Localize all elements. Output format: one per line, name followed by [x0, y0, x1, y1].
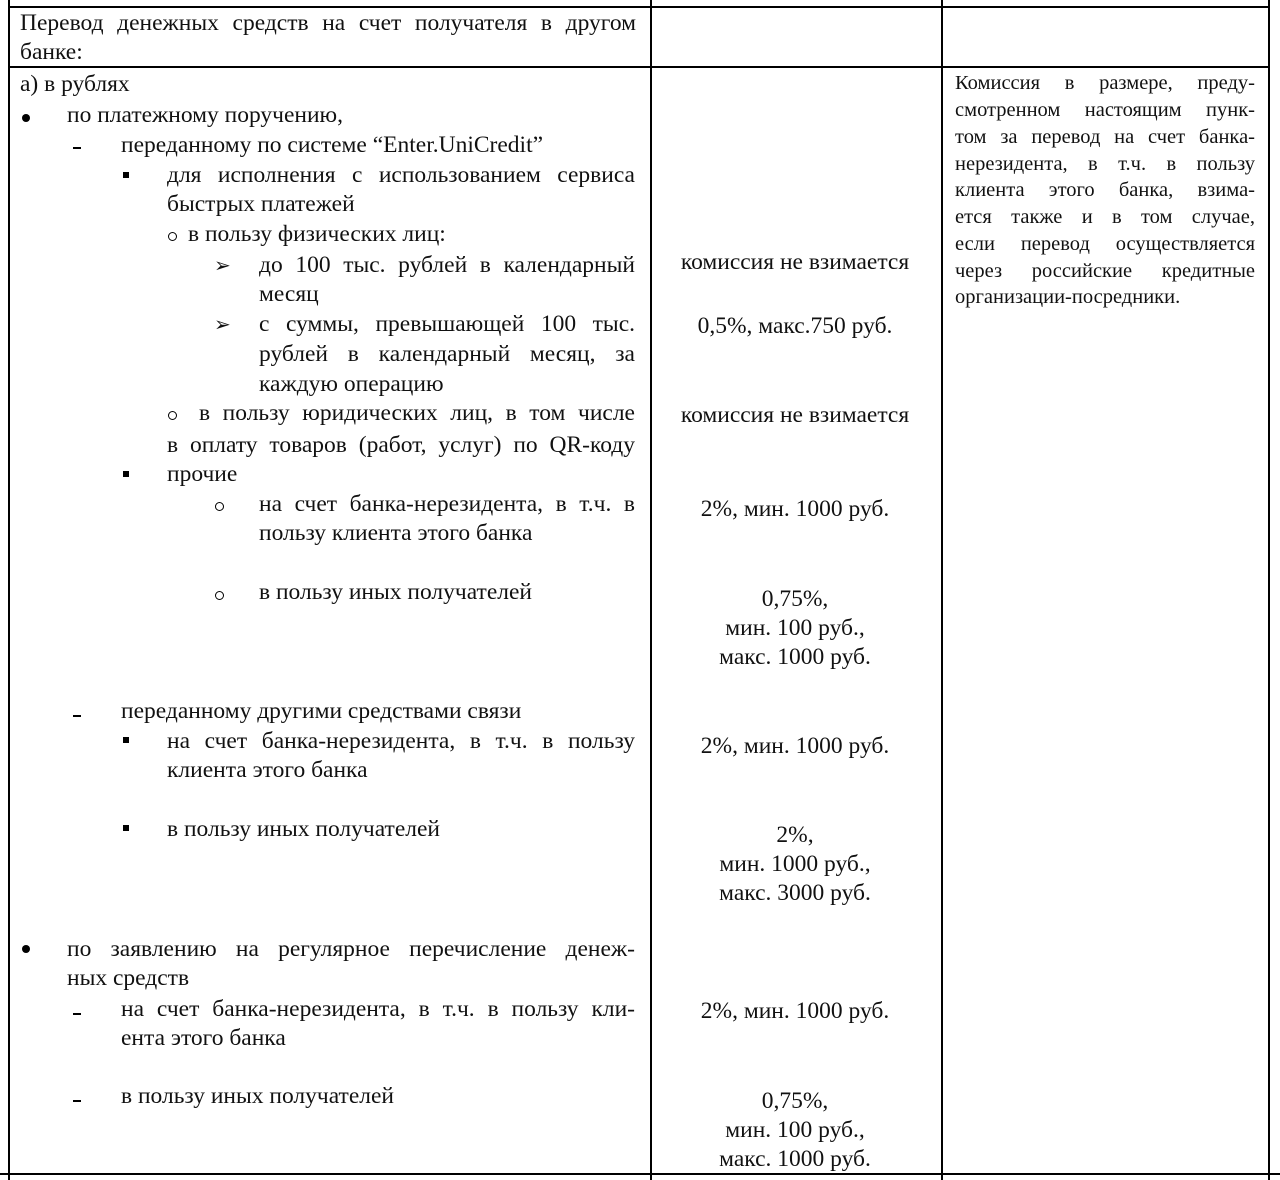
item-upto100-line1: до 100 тыс. рублей в календарный — [259, 252, 635, 278]
item-other-means: переданному другими средствами связи — [121, 698, 522, 724]
item-individuals: в пользу физических лиц: — [188, 221, 446, 247]
table-top-border — [8, 6, 1270, 8]
item-om-other: в пользу иных получателей — [167, 816, 440, 842]
note-line4: нерезидента, в т.ч. в пользу — [955, 153, 1255, 175]
header-title-line2: банке: — [20, 39, 83, 65]
item-legal-line1: в пользу юридических лиц, в том числе — [199, 400, 635, 426]
dash-icon — [73, 1013, 81, 1015]
fee-half-percent: 0,5%, макс.750 руб. — [697, 313, 893, 339]
item-via-system: переданному по системе “Enter.UniCredit” — [121, 132, 544, 158]
item-legal-line2: в оплату товаров (работ, услуг) по QR-коду — [167, 432, 635, 458]
item-over100-line3: каждую операцию — [259, 371, 444, 397]
note-line6: ется также и в том случае, — [955, 206, 1255, 228]
item-fast-pay-line1: для исполнения с использованием сервиса — [167, 162, 635, 188]
table-col-divider-2 — [941, 0, 943, 1180]
note-line3: том за перевод на счет банка- — [955, 126, 1255, 148]
fee-2-percent: 2%, мин. 1000 руб. — [700, 496, 890, 522]
item-payment-order: по платежному поручению, — [67, 102, 343, 128]
bullet-circle-icon — [215, 591, 224, 600]
item-nonres-line1: на счет банка-нерезидента, в т.ч. в — [259, 491, 635, 517]
item-nonres-line2: пользу клиента этого банка — [259, 520, 533, 546]
item-regular-line1: по заявлению на регулярное перечисление денеж- — [67, 936, 635, 962]
section-label: а) в рублях — [20, 71, 130, 97]
item-reg-nonres-line2: ента этого банка — [121, 1025, 286, 1051]
fee-2pct-line1: 2%, — [776, 822, 814, 848]
arrow-bullet-icon: ➢ — [214, 255, 231, 277]
item-over100-line1: с суммы, превышающей 100 тыс. — [259, 311, 635, 337]
item-upto100-line2: месяц — [259, 281, 319, 307]
bullet-square-icon — [123, 825, 129, 831]
table-row-divider — [8, 66, 1270, 68]
dash-icon — [73, 147, 81, 149]
table-right-border — [1268, 0, 1270, 1180]
note-line1: Комиссия в размере, преду- — [955, 72, 1255, 94]
note-line9: организации-посредники. — [955, 286, 1181, 308]
bullet-circle-icon — [168, 232, 177, 241]
fee-075-line2: мин. 100 руб., — [725, 615, 865, 641]
fee-075-line2: мин. 100 руб., — [725, 1117, 865, 1143]
fee-075-line3: макс. 1000 руб. — [719, 644, 871, 670]
table-bottom-border — [0, 1173, 1280, 1175]
item-other: прочие — [167, 461, 238, 487]
fee-075-line3: макс. 1000 руб. — [719, 1146, 871, 1172]
fee-075-line1: 0,75%, — [761, 1088, 829, 1114]
bullet-circle-icon — [168, 411, 177, 420]
bullet-circle-icon — [215, 502, 224, 511]
item-other-recipients: в пользу иных получателей — [259, 579, 532, 605]
fee-2pct-line3: макс. 3000 руб. — [719, 880, 871, 906]
table-left-border — [8, 0, 10, 1180]
item-over100-line2: рублей в календарный месяц, за — [259, 341, 635, 367]
fee-no-commission: комиссия не взимается — [680, 402, 910, 428]
bullet-square-icon — [123, 737, 129, 743]
bullet-square-icon — [123, 471, 129, 477]
dash-icon — [73, 715, 81, 717]
fee-075-line1: 0,75%, — [761, 586, 829, 612]
bullet-disc-icon — [22, 114, 30, 122]
note-line8: через российские кредитные — [955, 260, 1255, 282]
dash-icon — [73, 1100, 81, 1102]
bullet-disc-icon — [22, 945, 30, 953]
note-line7: если перевод осуществляется — [955, 233, 1255, 255]
item-regular-line2: ных средств — [67, 965, 190, 991]
note-line5: клиента этого банка, взима- — [955, 179, 1255, 201]
item-reg-other: в пользу иных получателей — [121, 1083, 394, 1109]
item-om-nonres-line2: клиента этого банка — [167, 757, 368, 783]
note-line2: смотренном настоящим пунк- — [955, 99, 1255, 121]
fee-2-percent: 2%, мин. 1000 руб. — [700, 998, 890, 1024]
header-title-line1: Перевод денежных средств на счет получателя в другом — [20, 10, 636, 36]
item-reg-nonres-line1: на счет банка-нерезидента, в т.ч. в пользу кли- — [121, 996, 635, 1022]
item-fast-pay-line2: быстрых платежей — [167, 191, 355, 217]
bullet-square-icon — [123, 172, 129, 178]
arrow-bullet-icon: ➢ — [214, 314, 231, 336]
fee-2-percent: 2%, мин. 1000 руб. — [700, 733, 890, 759]
fee-2pct-line2: мин. 1000 руб., — [719, 851, 871, 877]
fee-no-commission: комиссия не взимается — [680, 249, 910, 275]
item-om-nonres-line1: на счет банка-нерезидента, в т.ч. в пользу — [167, 728, 635, 754]
